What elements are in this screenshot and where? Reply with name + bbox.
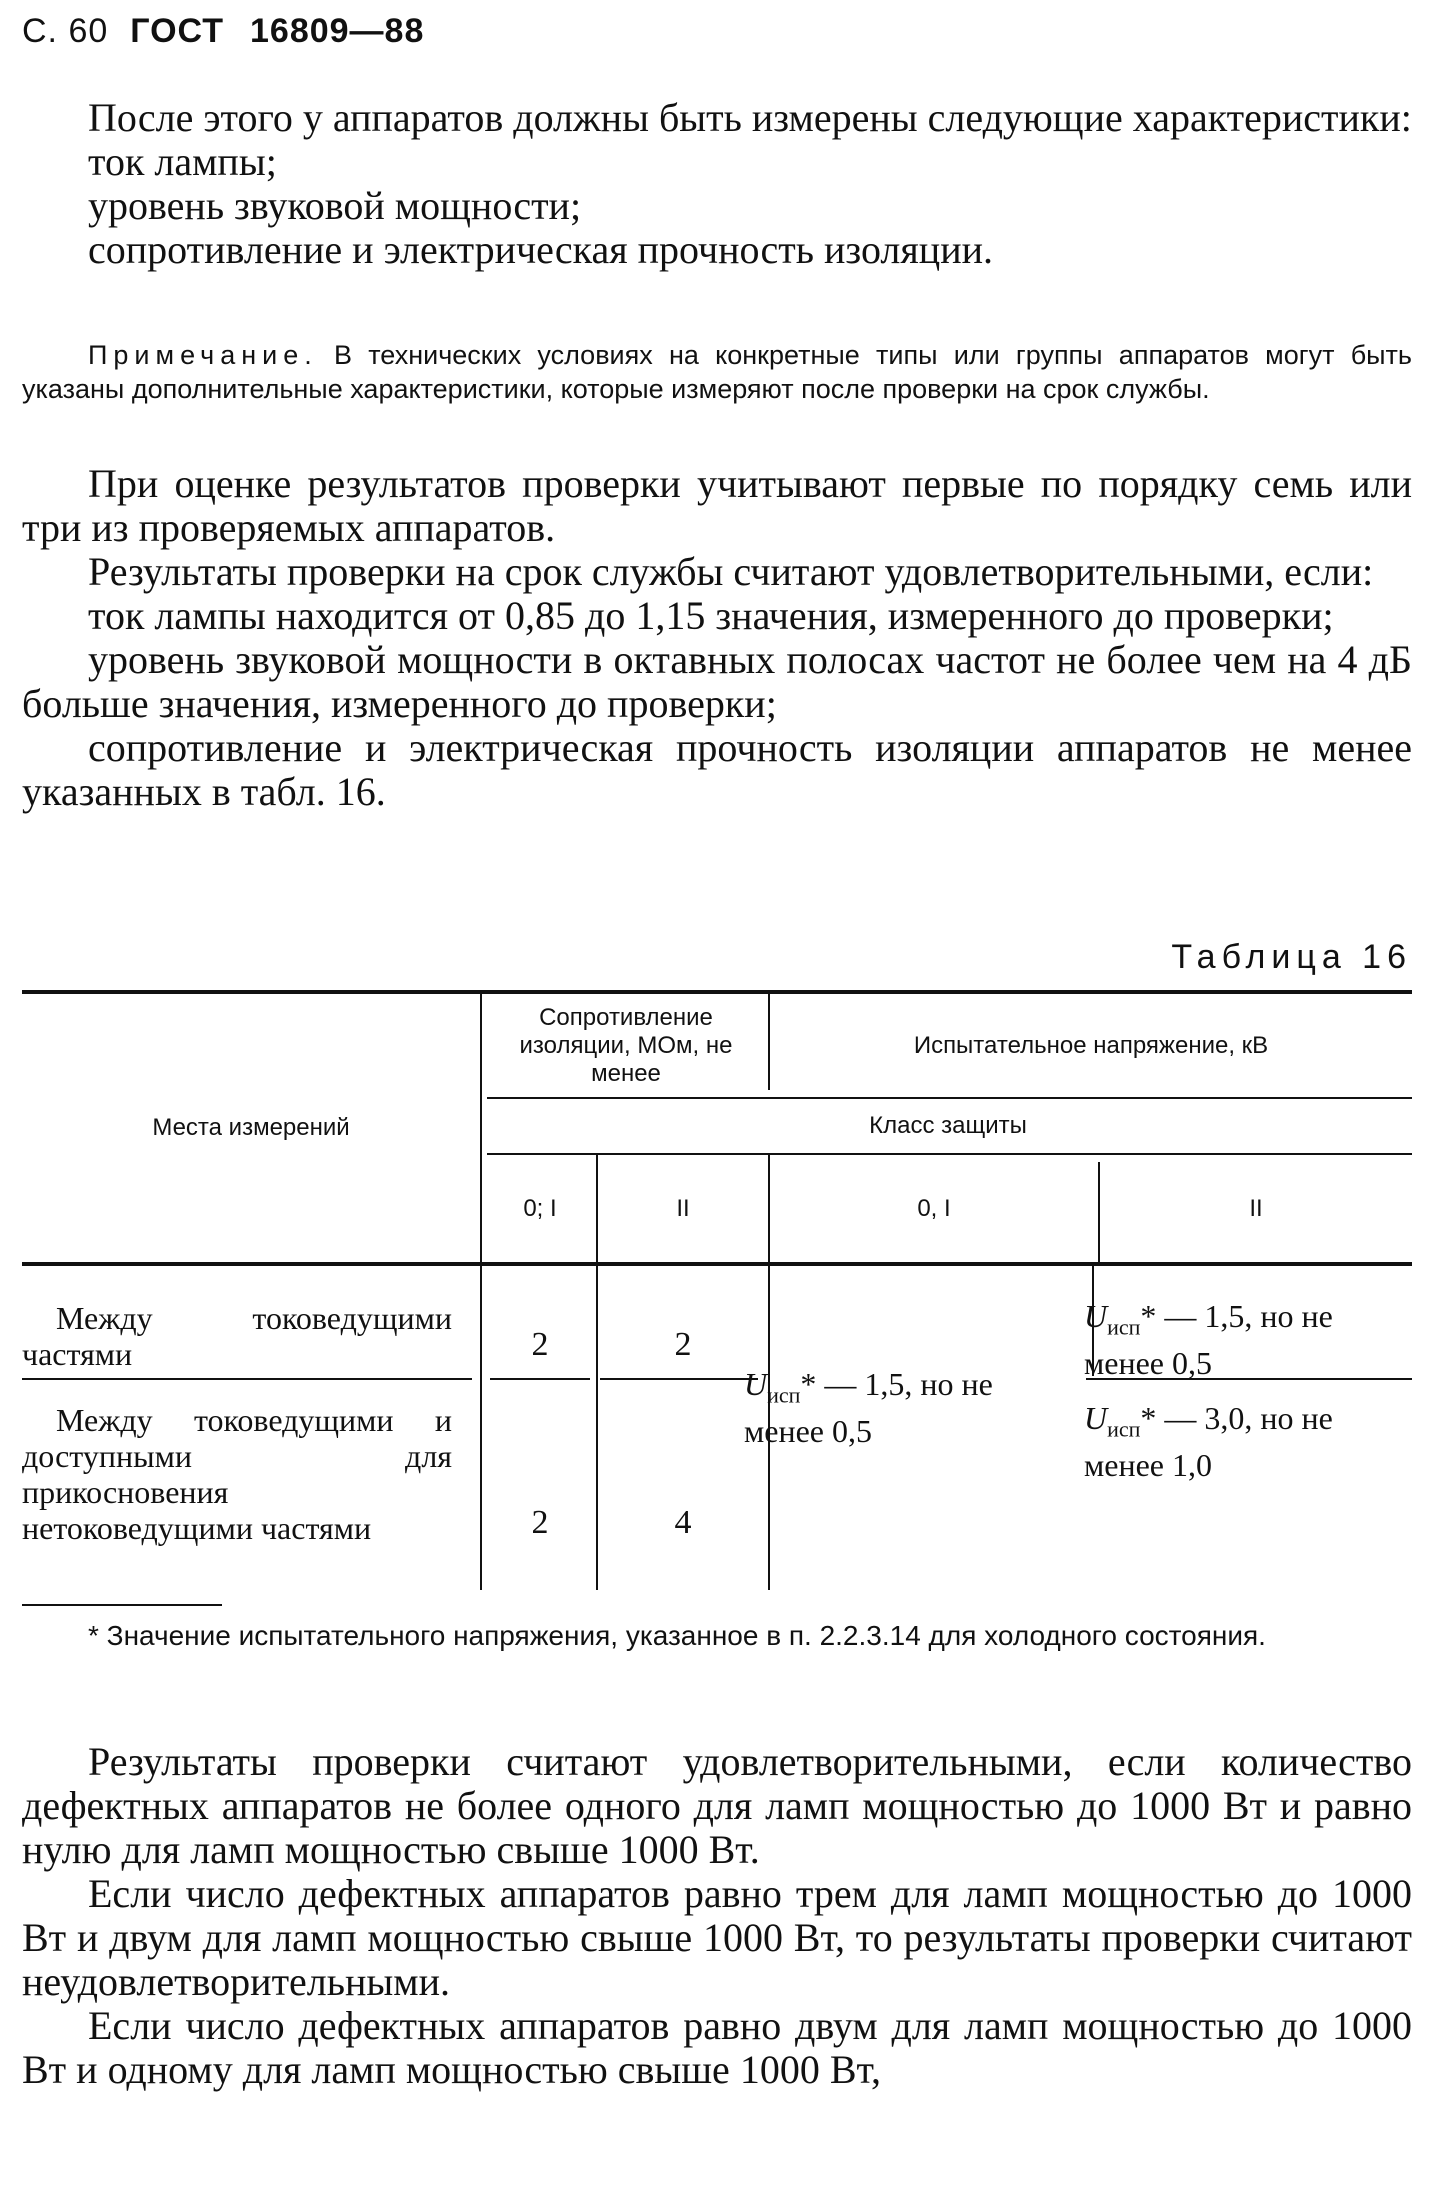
table-caption: Таблица 16 [1171,938,1412,976]
standard-number: 16809—88 [250,12,425,50]
row2-place: Между токоведущими и доступными для прикосновения нетоковедущими частями [22,1402,452,1546]
standard-name: ГОСТ [130,12,225,50]
table-row-rule [600,1378,758,1380]
page-number: С. 60 [22,12,109,50]
list-item: уровень звуковой мощности в октавных полосах частот не более чем на 4 дБ больше значения, измеренного до проверки; [22,637,1412,726]
row2-r2: 4 [674,1504,692,1541]
note-block [22,338,1412,406]
table-row-rule [490,1378,590,1380]
table-col-rule [480,990,482,1590]
results-paragraph: Если число дефектных аппаратов равно трем для ламп мощностью до 1000 Вт и двум для ламп мощностью свыше 1000 Вт, то результаты проверки считают неудовлетворительными. [22,1871,1412,2004]
row2-v2 [1084,1400,1394,1483]
note-paragraph [22,338,1412,406]
footnote: * Значение испытательного напряжения, указанное в п. 2.2.3.14 для холодного состояния. [88,1620,1266,1651]
evaluation-paragraph: При оценке результатов проверки учитывают первые по порядку семь или три из проверяемых аппаратов. [22,461,1412,550]
evaluation-block [22,462,1412,814]
intro-paragraph: После этого у аппаратов должны быть измерены следующие характеристики: [88,95,1412,140]
footnote-rule [22,1604,222,1606]
list-item: сопротивление и электрическая прочность изоляции аппаратов не менее указанных в табл. 16. [22,725,1412,814]
header-class-v1: 0, I [917,1195,951,1222]
header-places: Места измерений [152,1114,350,1141]
u-symbol: U [744,1366,768,1402]
header-resistance: Сопротивление изоляции, МОм, не менее [519,1004,733,1087]
list-item: уровень звуковой мощности; [88,183,582,228]
list-item: ток лампы; [88,139,277,184]
u-subscript: исп [1107,1416,1141,1442]
evaluation-paragraph: Результаты проверки на срок службы считают удовлетворительными, если: [88,549,1374,594]
merged-v1 [744,1366,1074,1449]
intro-block [22,96,1412,272]
table-row-rule [22,1378,472,1380]
results-block [22,1740,1412,2092]
list-item: ток лампы находится от 0,85 до 1,15 значения, измеренного до проверки; [88,593,1334,638]
header-protection-class: Класс защиты [869,1112,1027,1139]
row2-r1: 2 [531,1504,549,1541]
row2-v2-text: * — 3,0, но не менее 1,0 [1084,1400,1333,1484]
table-rule [487,1153,1412,1155]
header-class-v2: II [1249,1195,1263,1222]
u-subscript: исп [1107,1314,1141,1340]
u-symbol: U [1084,1298,1108,1334]
row1-v2 [1084,1298,1394,1381]
note-text: В технических условиях на конкретные типы или группы аппаратов могут быть указаны дополнительные характеристики, которые измеряют после проверки на срок службы. [22,340,1412,404]
header-class-r1: 0; I [523,1195,557,1222]
page-header [22,12,424,51]
row1-v2-text: * — 1,5, но не менее 0,5 [1084,1298,1333,1382]
results-paragraph: Результаты проверки считают удовлетворительными, если количество дефектных аппаратов не более одного для ламп мощностью до 1000 Вт и равно нулю для ламп мощностью свыше 1000 Вт. [22,1739,1412,1872]
u-subscript: исп [767,1382,801,1408]
u-symbol: U [1084,1400,1108,1436]
results-paragraph: Если число дефектных аппаратов равно двум для ламп мощностью до 1000 Вт и одному для ламп мощностью свыше 1000 Вт, [22,2003,1412,2092]
row1-r2: 2 [674,1326,692,1363]
header-voltage: Испытательное напряжение, кВ [913,1031,1269,1059]
list-item: сопротивление и электрическая прочность изоляции. [88,227,993,272]
row1-place: Между токоведущими частями [22,1300,452,1372]
header-class-r2: II [676,1195,690,1222]
merged-v1-text: * — 1,5, но не менее 0,5 [744,1366,993,1450]
table-header-rule [22,1262,1412,1266]
note-label: Примечание. [88,340,318,370]
row1-r1: 2 [531,1326,549,1363]
